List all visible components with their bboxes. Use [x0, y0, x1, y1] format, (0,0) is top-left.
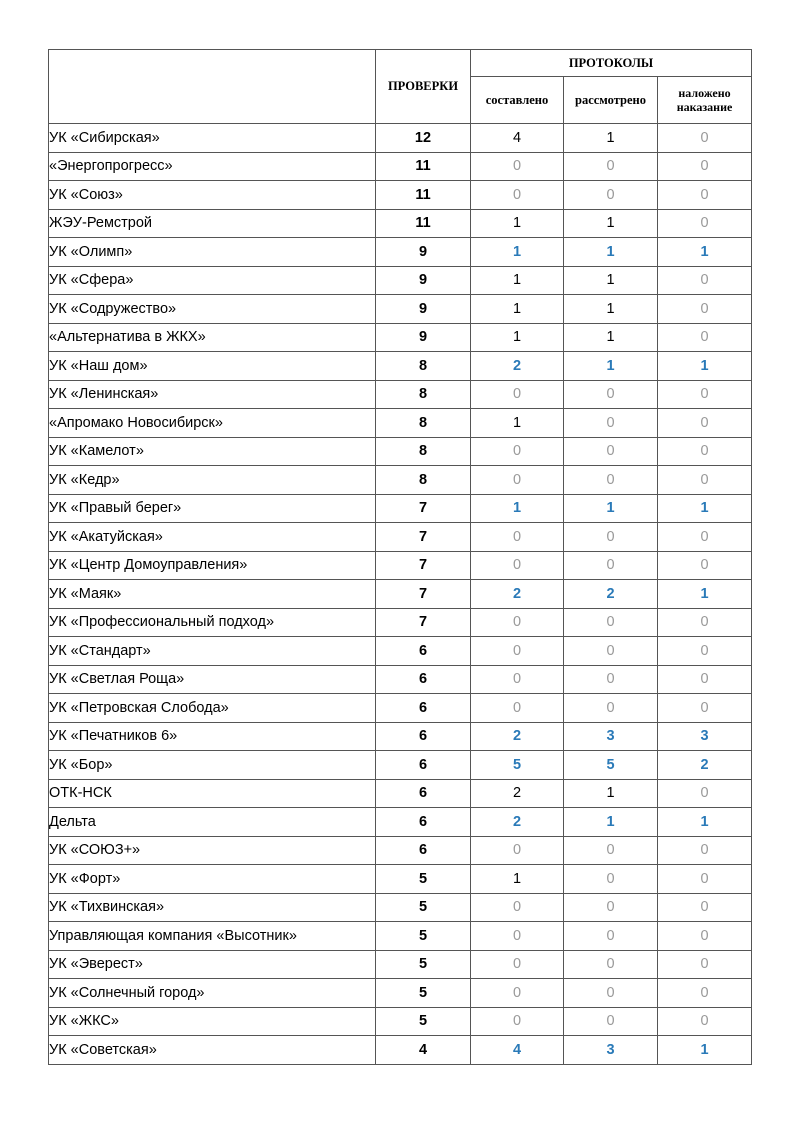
company-name-cell: УК «Наш дом» — [49, 352, 376, 381]
protocols-punished-cell: 0 — [658, 865, 752, 894]
protocols-drawn-cell: 0 — [471, 152, 564, 181]
protocols-reviewed-cell: 0 — [564, 152, 658, 181]
protocols-punished-cell: 0 — [658, 665, 752, 694]
protocols-punished-cell: 0 — [658, 893, 752, 922]
table-row — [49, 608, 752, 637]
checks-count-cell: 6 — [376, 722, 471, 751]
protocols-punished-cell: 0 — [658, 950, 752, 979]
checks-count-cell: 11 — [376, 181, 471, 210]
checks-count-cell: 6 — [376, 808, 471, 837]
protocols-punished-cell: 0 — [658, 523, 752, 552]
protocols-drawn-cell: 0 — [471, 1007, 564, 1036]
protocols-drawn-cell: 2 — [471, 580, 564, 609]
protocols-punished-cell: 0 — [658, 466, 752, 495]
company-name-cell: УК «Эверест» — [49, 950, 376, 979]
protocols-reviewed-cell: 0 — [564, 437, 658, 466]
protocols-reviewed-cell: 1 — [564, 808, 658, 837]
table-row — [49, 523, 752, 552]
checks-count-cell: 11 — [376, 152, 471, 181]
checks-count-cell: 7 — [376, 608, 471, 637]
protocols-drawn-cell: 4 — [471, 1036, 564, 1065]
protocols-reviewed-cell: 0 — [564, 380, 658, 409]
protocols-reviewed-cell: 0 — [564, 694, 658, 723]
protocols-punished-cell: 3 — [658, 722, 752, 751]
checks-count-cell: 9 — [376, 323, 471, 352]
checks-count-cell: 12 — [376, 124, 471, 153]
protocols-punished-cell: 1 — [658, 1036, 752, 1065]
company-name-cell: УК «Печатников 6» — [49, 722, 376, 751]
protocols-drawn-cell: 0 — [471, 637, 564, 666]
protocols-punished-cell: 0 — [658, 209, 752, 238]
protocols-reviewed-cell: 0 — [564, 865, 658, 894]
table-row — [49, 836, 752, 865]
protocols-drawn-cell: 2 — [471, 779, 564, 808]
checks-count-cell: 9 — [376, 266, 471, 295]
protocols-drawn-cell: 1 — [471, 295, 564, 324]
company-name-cell: УК «Акатуйская» — [49, 523, 376, 552]
checks-count-cell: 6 — [376, 665, 471, 694]
protocols-reviewed-cell: 3 — [564, 1036, 658, 1065]
table-row — [49, 665, 752, 694]
checks-count-cell: 7 — [376, 580, 471, 609]
company-name-cell: УК «Центр Домоуправления» — [49, 551, 376, 580]
protocols-drawn-cell: 1 — [471, 238, 564, 267]
table-row — [49, 152, 752, 181]
table-header — [49, 50, 752, 124]
checks-count-cell: 6 — [376, 836, 471, 865]
table-row — [49, 808, 752, 837]
company-name-cell: Управляющая компания «Высотник» — [49, 922, 376, 951]
protocols-reviewed-cell: 1 — [564, 266, 658, 295]
protocols-reviewed-cell: 1 — [564, 323, 658, 352]
protocols-reviewed-cell: 0 — [564, 608, 658, 637]
checks-count-cell: 5 — [376, 1007, 471, 1036]
company-name-cell: УК «Ленинская» — [49, 380, 376, 409]
table-row — [49, 409, 752, 438]
protocols-punished-cell: 0 — [658, 608, 752, 637]
checks-count-cell: 7 — [376, 523, 471, 552]
protocols-reviewed-cell: 1 — [564, 494, 658, 523]
protocols-punished-cell: 0 — [658, 323, 752, 352]
company-name-cell: УК «Олимп» — [49, 238, 376, 267]
company-name-cell: «Альтернатива в ЖКХ» — [49, 323, 376, 352]
company-name-cell: ЖЭУ-Ремстрой — [49, 209, 376, 238]
table-body — [49, 124, 752, 1065]
protocols-reviewed-cell: 1 — [564, 295, 658, 324]
protocols-drawn-cell: 2 — [471, 808, 564, 837]
protocols-reviewed-cell: 1 — [564, 209, 658, 238]
protocols-drawn-cell: 1 — [471, 266, 564, 295]
table-row — [49, 494, 752, 523]
protocols-punished-cell: 0 — [658, 437, 752, 466]
protocols-punished-cell: 0 — [658, 409, 752, 438]
protocols-drawn-cell: 0 — [471, 893, 564, 922]
company-name-cell: УК «Тихвинская» — [49, 893, 376, 922]
table-row — [49, 295, 752, 324]
company-name-cell: УК «Форт» — [49, 865, 376, 894]
company-name-cell: УК «Стандарт» — [49, 637, 376, 666]
company-name-cell: «Апромако Новосибирск» — [49, 409, 376, 438]
protocols-drawn-cell: 2 — [471, 352, 564, 381]
protocols-reviewed-cell: 0 — [564, 979, 658, 1008]
protocols-punished-cell: 0 — [658, 637, 752, 666]
protocols-reviewed-cell: 5 — [564, 751, 658, 780]
protocols-punished-cell: 0 — [658, 380, 752, 409]
table-row — [49, 637, 752, 666]
checks-count-cell: 6 — [376, 694, 471, 723]
protocols-drawn-cell: 1 — [471, 409, 564, 438]
checks-column-header: ПРОВЕРКИ — [376, 50, 471, 124]
company-name-cell: УК «Содружество» — [49, 295, 376, 324]
table-row — [49, 779, 752, 808]
protocols-punished-cell: 0 — [658, 266, 752, 295]
protocols-drawn-cell: 0 — [471, 608, 564, 637]
protocols-punished-cell: 0 — [658, 836, 752, 865]
protocols-reviewed-cell: 0 — [564, 637, 658, 666]
checks-count-cell: 11 — [376, 209, 471, 238]
company-name-cell: УК «Петровская Слобода» — [49, 694, 376, 723]
company-name-cell: УК «Правый берег» — [49, 494, 376, 523]
checks-count-cell: 8 — [376, 409, 471, 438]
protocols-reviewed-cell: 0 — [564, 922, 658, 951]
protocols-drawn-cell: 1 — [471, 209, 564, 238]
checks-count-cell: 9 — [376, 295, 471, 324]
checks-count-cell: 5 — [376, 979, 471, 1008]
table-row — [49, 437, 752, 466]
checks-count-cell: 5 — [376, 865, 471, 894]
table-row — [49, 922, 752, 951]
protocols-punished-cell: 0 — [658, 181, 752, 210]
punished-column-header: наложено наказание — [658, 77, 752, 124]
protocols-punished-cell: 0 — [658, 779, 752, 808]
table-row — [49, 466, 752, 495]
company-name-cell: УК «ЖКС» — [49, 1007, 376, 1036]
checks-count-cell: 7 — [376, 551, 471, 580]
company-name-cell: «Энергопрогресс» — [49, 152, 376, 181]
protocols-drawn-cell: 0 — [471, 979, 564, 1008]
checks-count-cell: 8 — [376, 466, 471, 495]
protocols-reviewed-cell: 0 — [564, 181, 658, 210]
company-column-header — [49, 50, 376, 124]
protocols-reviewed-cell: 0 — [564, 1007, 658, 1036]
company-name-cell: УК «Советская» — [49, 1036, 376, 1065]
company-name-cell: УК «Сибирская» — [49, 124, 376, 153]
protocols-drawn-cell: 0 — [471, 380, 564, 409]
protocols-reviewed-cell: 0 — [564, 523, 658, 552]
table-row — [49, 181, 752, 210]
company-name-cell: УК «Светлая Роща» — [49, 665, 376, 694]
checks-count-cell: 9 — [376, 238, 471, 267]
protocols-punished-cell: 0 — [658, 1007, 752, 1036]
protocols-reviewed-cell: 1 — [564, 779, 658, 808]
company-name-cell: УК «Камелот» — [49, 437, 376, 466]
checks-count-cell: 6 — [376, 637, 471, 666]
table-row — [49, 722, 752, 751]
company-name-cell: ОТК-НСК — [49, 779, 376, 808]
protocols-drawn-cell: 5 — [471, 751, 564, 780]
protocols-reviewed-cell: 1 — [564, 352, 658, 381]
reviewed-column-header: рассмотрено — [564, 77, 658, 124]
company-name-cell: УК «Кедр» — [49, 466, 376, 495]
checks-count-cell: 7 — [376, 494, 471, 523]
checks-count-cell: 5 — [376, 950, 471, 979]
protocols-punished-cell: 0 — [658, 124, 752, 153]
protocols-drawn-cell: 0 — [471, 466, 564, 495]
company-name-cell: УК «Профессиональный подход» — [49, 608, 376, 637]
protocols-punished-cell: 2 — [658, 751, 752, 780]
protocols-reviewed-cell: 0 — [564, 665, 658, 694]
protocols-punished-cell: 0 — [658, 979, 752, 1008]
protocols-drawn-cell: 0 — [471, 665, 564, 694]
protocols-group-header: ПРОТОКОЛЫ — [471, 50, 752, 77]
protocols-drawn-cell: 1 — [471, 323, 564, 352]
protocols-drawn-cell: 1 — [471, 494, 564, 523]
protocols-drawn-cell: 0 — [471, 950, 564, 979]
protocols-punished-cell: 0 — [658, 152, 752, 181]
table-row — [49, 266, 752, 295]
checks-count-cell: 8 — [376, 437, 471, 466]
protocols-punished-cell: 1 — [658, 238, 752, 267]
protocols-reviewed-cell: 0 — [564, 409, 658, 438]
table-row — [49, 551, 752, 580]
company-name-cell: УК «Солнечный город» — [49, 979, 376, 1008]
company-name-cell: УК «Сфера» — [49, 266, 376, 295]
protocols-punished-cell: 0 — [658, 694, 752, 723]
table-row — [49, 1007, 752, 1036]
protocols-drawn-cell: 2 — [471, 722, 564, 751]
protocols-punished-cell: 0 — [658, 922, 752, 951]
protocols-drawn-cell: 0 — [471, 551, 564, 580]
protocols-drawn-cell: 4 — [471, 124, 564, 153]
protocols-drawn-cell: 1 — [471, 865, 564, 894]
table-row — [49, 950, 752, 979]
protocols-reviewed-cell: 0 — [564, 551, 658, 580]
table-row — [49, 979, 752, 1008]
protocols-reviewed-cell: 3 — [564, 722, 658, 751]
table-row — [49, 209, 752, 238]
protocols-punished-cell: 1 — [658, 494, 752, 523]
table-row — [49, 694, 752, 723]
table-row — [49, 323, 752, 352]
table-row — [49, 238, 752, 267]
protocols-drawn-cell: 0 — [471, 181, 564, 210]
protocols-punished-cell: 1 — [658, 808, 752, 837]
protocols-punished-cell: 1 — [658, 580, 752, 609]
protocols-drawn-cell: 0 — [471, 437, 564, 466]
checks-count-cell: 8 — [376, 352, 471, 381]
company-name-cell: УК «Маяк» — [49, 580, 376, 609]
protocols-drawn-cell: 0 — [471, 694, 564, 723]
company-name-cell: Дельта — [49, 808, 376, 837]
table-row — [49, 751, 752, 780]
table-row — [49, 380, 752, 409]
checks-count-cell: 8 — [376, 380, 471, 409]
protocols-reviewed-cell: 0 — [564, 836, 658, 865]
table-row — [49, 1036, 752, 1065]
checks-count-cell: 5 — [376, 893, 471, 922]
table-row — [49, 893, 752, 922]
protocols-punished-cell: 1 — [658, 352, 752, 381]
checks-count-cell: 6 — [376, 751, 471, 780]
checks-count-cell: 4 — [376, 1036, 471, 1065]
checks-count-cell: 6 — [376, 779, 471, 808]
protocols-reviewed-cell: 0 — [564, 466, 658, 495]
inspections-table — [48, 49, 752, 1065]
table-row — [49, 865, 752, 894]
table-row — [49, 124, 752, 153]
protocols-drawn-cell: 0 — [471, 922, 564, 951]
protocols-reviewed-cell: 0 — [564, 893, 658, 922]
drawn-up-column-header: составлено — [471, 77, 564, 124]
company-name-cell: УК «СОЮЗ+» — [49, 836, 376, 865]
protocols-reviewed-cell: 1 — [564, 124, 658, 153]
protocols-punished-cell: 0 — [658, 295, 752, 324]
protocols-reviewed-cell: 0 — [564, 950, 658, 979]
protocols-drawn-cell: 0 — [471, 836, 564, 865]
protocols-punished-cell: 0 — [658, 551, 752, 580]
protocols-reviewed-cell: 1 — [564, 238, 658, 267]
protocols-reviewed-cell: 2 — [564, 580, 658, 609]
protocols-drawn-cell: 0 — [471, 523, 564, 552]
company-name-cell: УК «Союз» — [49, 181, 376, 210]
table-row — [49, 580, 752, 609]
table-row — [49, 352, 752, 381]
checks-count-cell: 5 — [376, 922, 471, 951]
company-name-cell: УК «Бор» — [49, 751, 376, 780]
